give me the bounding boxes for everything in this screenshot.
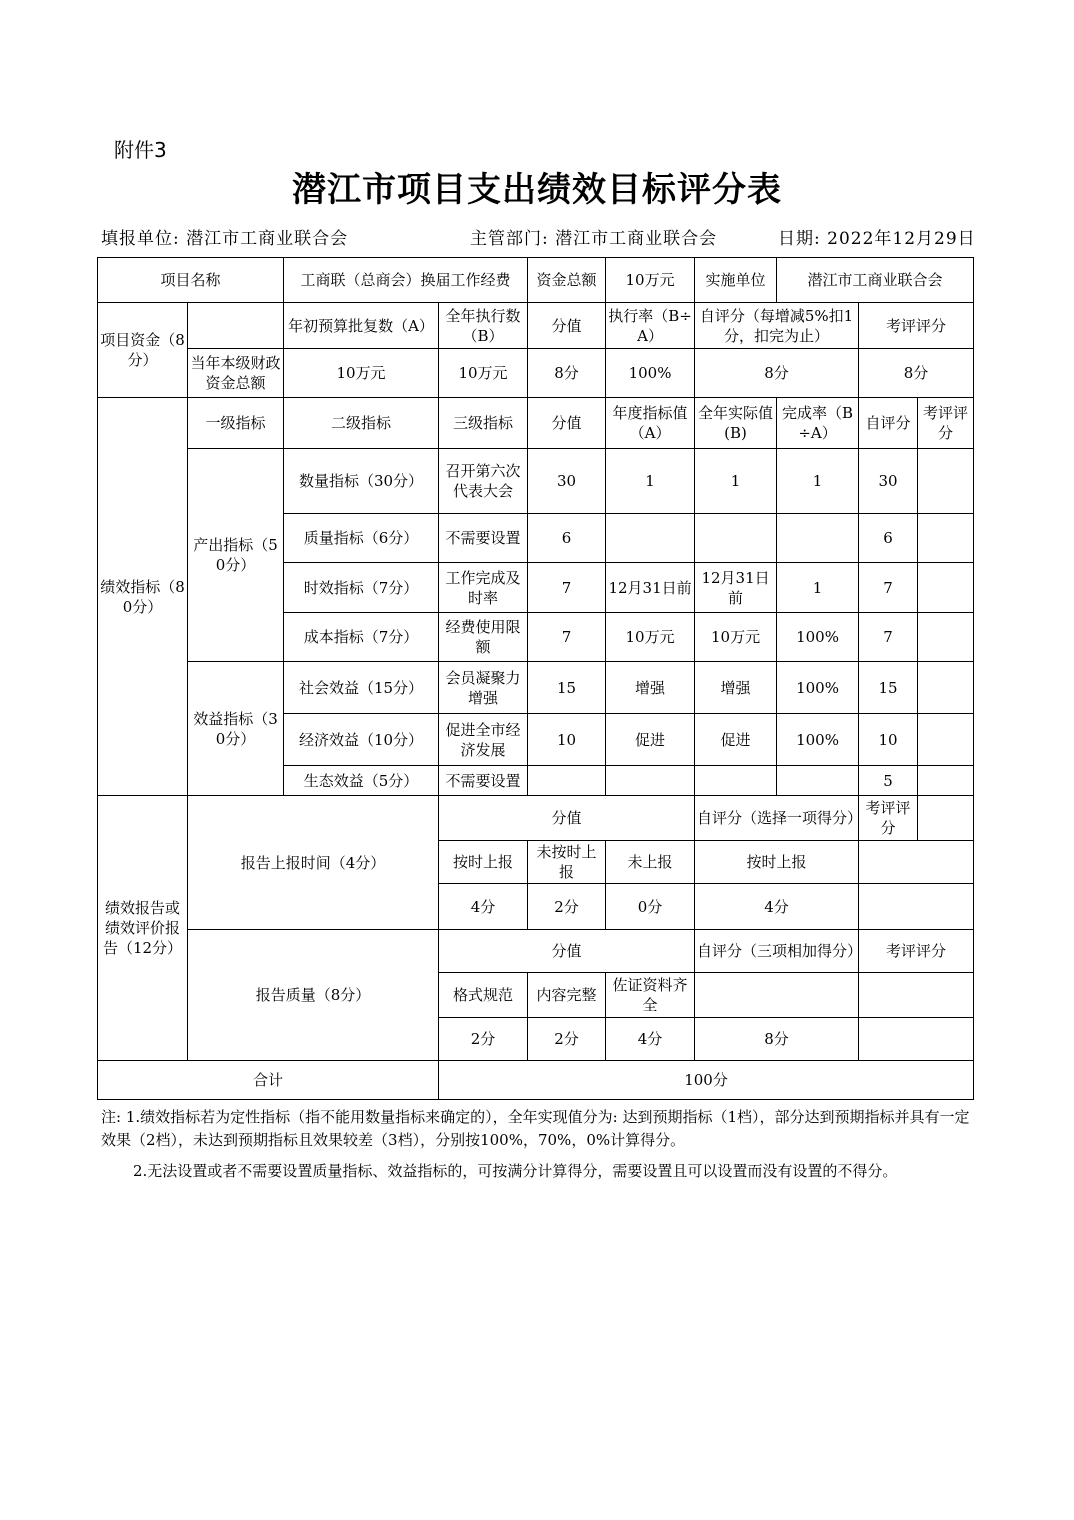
row-l3: 经费使用限额: [439, 613, 528, 662]
row-score: 30: [528, 449, 606, 514]
row-review: [918, 563, 974, 613]
row-rate: 100%: [777, 662, 859, 714]
funds-rate-label: 执行率（B÷A）: [606, 303, 695, 349]
row-self: 6: [859, 514, 918, 563]
row-l2: 成本指标（7分）: [284, 613, 439, 662]
format-score: 2分: [439, 1018, 528, 1061]
row-l2: 社会效益（15分）: [284, 662, 439, 714]
project-name-label: 项目名称: [98, 258, 284, 303]
blank-cell: [188, 303, 284, 349]
row-rate: 100%: [777, 714, 859, 766]
row-self: 5: [859, 766, 918, 796]
not-reported-score: 0分: [606, 884, 695, 930]
total-label: 合计: [98, 1061, 439, 1100]
col-self: 自评分: [859, 398, 918, 449]
benefit-group-label: 效益指标（30分）: [188, 662, 284, 796]
row-self: 7: [859, 563, 918, 613]
evidence-label: 佐证资料齐全: [606, 973, 695, 1018]
row-l2: 生态效益（5分）: [284, 766, 439, 796]
report-time-self-value: 按时上报: [695, 841, 859, 884]
evidence-score: 4分: [606, 1018, 695, 1061]
row-l3: 不需要设置: [439, 766, 528, 796]
row-self: 30: [859, 449, 918, 514]
funds-budget-value: 10万元: [284, 349, 439, 398]
row-l3: 促进全市经济发展: [439, 714, 528, 766]
row-actual: [695, 514, 777, 563]
row-review: [918, 449, 974, 514]
row-actual: 促进: [695, 714, 777, 766]
row-target: 增强: [606, 662, 695, 714]
row-review: [918, 514, 974, 563]
row-rate: 1: [777, 563, 859, 613]
report-quality-score-label: 分值: [439, 930, 695, 973]
row-actual: 1: [695, 449, 777, 514]
row-l3: 不需要设置: [439, 514, 528, 563]
row-target: [606, 514, 695, 563]
row-target: [606, 766, 695, 796]
total-funds: 10万元: [606, 258, 695, 303]
row-rate: 100%: [777, 613, 859, 662]
funds-row-label: 当年本级财政资金总额: [188, 349, 284, 398]
impl-unit: 潜江市工商业联合会: [777, 258, 974, 303]
attachment-label: 附件3: [114, 138, 167, 162]
note-1: 注: 1.绩效指标若为定性指标（指不能用数量指标来确定的），全年实现值分为: 达到预期指标（1档），部分达到预期指标并具有一定效果（2档），未达到预期指标且效果较差（3档），分别按100%，70%，0%计算得分。: [101, 1108, 970, 1149]
col-level1: 一级指标: [188, 398, 284, 449]
funds-rate-value: 100%: [606, 349, 695, 398]
blank-cell: [918, 796, 974, 841]
blank-cell: [695, 973, 859, 1018]
page-title: 潜江市项目支出绩效目标评分表: [292, 170, 782, 210]
funds-self-label: 自评分（每增减5%扣1分，扣完为止）: [695, 303, 859, 349]
row-actual: [695, 766, 777, 796]
row-score: 7: [528, 613, 606, 662]
notes: [101, 1106, 971, 1191]
blank-cell: [859, 841, 974, 884]
funds-score-value: 8分: [528, 349, 606, 398]
funds-budget-label: 年初预算批复数（A）: [284, 303, 439, 349]
project-name: 工商联（总商会）换届工作经费: [284, 258, 528, 303]
row-l3: 会员凝聚力增强: [439, 662, 528, 714]
row-l2: 时效指标（7分）: [284, 563, 439, 613]
funds-review-label: 考评评分: [859, 303, 974, 349]
row-score: 10: [528, 714, 606, 766]
row-review: [918, 662, 974, 714]
total-funds-label: 资金总额: [528, 258, 606, 303]
on-time-label: 按时上报: [439, 841, 528, 884]
row-score: 15: [528, 662, 606, 714]
content-label: 内容完整: [528, 973, 606, 1018]
funds-section-label: 项目资金（8分）: [98, 303, 188, 398]
report-time-label: 报告上报时间（4分）: [188, 796, 439, 930]
funds-exec-value: 10万元: [439, 349, 528, 398]
perf-section-label: 绩效指标（80分）: [98, 398, 188, 796]
row-rate: 1: [777, 449, 859, 514]
report-quality-label: 报告质量（8分）: [188, 930, 439, 1061]
report-quality-self-score: 8分: [695, 1018, 859, 1061]
supervisor-department: 主管部门: 潜江市工商业联合会: [470, 229, 718, 249]
row-score: 7: [528, 563, 606, 613]
late-label: 未按时上报: [528, 841, 606, 884]
row-target: 10万元: [606, 613, 695, 662]
note-2: 2.无法设置或者不需要设置质量指标、效益指标的，可按满分计算得分，需要设置且可以设置而没有设置的不得分。: [133, 1162, 898, 1180]
col-score: 分值: [528, 398, 606, 449]
funds-self-value: 8分: [695, 349, 859, 398]
row-target: 促进: [606, 714, 695, 766]
col-target: 年度指标值（A）: [606, 398, 695, 449]
blank-cell: [859, 884, 974, 930]
row-l3: 工作完成及时率: [439, 563, 528, 613]
blank-cell: [859, 1018, 974, 1061]
report-date: 日期: 2022年12月29日: [778, 229, 976, 249]
report-time-review-label: 考评评分: [859, 796, 918, 841]
row-self: 7: [859, 613, 918, 662]
filler-unit: 填报单位: 潜江市工商业联合会: [101, 229, 349, 249]
report-time-self-label: 自评分（选择一项得分）: [695, 796, 859, 841]
col-actual: 全年实际值(B): [695, 398, 777, 449]
funds-exec-label: 全年执行数（B）: [439, 303, 528, 349]
row-l3: 召开第六次代表大会: [439, 449, 528, 514]
col-level2: 二级指标: [284, 398, 439, 449]
row-review: [918, 613, 974, 662]
on-time-score: 4分: [439, 884, 528, 930]
row-l2: 数量指标（30分）: [284, 449, 439, 514]
report-quality-self-label: 自评分（三项相加得分）: [695, 930, 859, 973]
row-self: 15: [859, 662, 918, 714]
row-review: [918, 766, 974, 796]
table-row: [98, 449, 974, 514]
funds-review-value: 8分: [859, 349, 974, 398]
content-score: 2分: [528, 1018, 606, 1061]
col-rate: 完成率（B÷A）: [777, 398, 859, 449]
col-level3: 三级指标: [439, 398, 528, 449]
row-actual: 12月31日前: [695, 563, 777, 613]
blank-cell: [859, 973, 974, 1018]
row-target: 12月31日前: [606, 563, 695, 613]
total-value: 100分: [439, 1061, 974, 1100]
report-time-score-label: 分值: [439, 796, 695, 841]
funds-score-label: 分值: [528, 303, 606, 349]
output-group-label: 产出指标（50分）: [188, 449, 284, 662]
not-reported-label: 未上报: [606, 841, 695, 884]
col-review: 考评评分: [918, 398, 974, 449]
impl-unit-label: 实施单位: [695, 258, 777, 303]
late-score: 2分: [528, 884, 606, 930]
report-quality-review-label: 考评评分: [859, 930, 974, 973]
row-review: [918, 714, 974, 766]
row-target: 1: [606, 449, 695, 514]
report-section-label: 绩效报告或绩效评价报告（12分）: [98, 796, 188, 1061]
row-l2: 经济效益（10分）: [284, 714, 439, 766]
table-row: [98, 662, 974, 714]
row-rate: [777, 514, 859, 563]
row-actual: 增强: [695, 662, 777, 714]
row-self: 10: [859, 714, 918, 766]
row-actual: 10万元: [695, 613, 777, 662]
score-table: [97, 257, 974, 1100]
report-time-self-score: 4分: [695, 884, 859, 930]
row-l2: 质量指标（6分）: [284, 514, 439, 563]
format-label: 格式规范: [439, 973, 528, 1018]
row-score: [528, 766, 606, 796]
row-score: 6: [528, 514, 606, 563]
row-rate: [777, 766, 859, 796]
